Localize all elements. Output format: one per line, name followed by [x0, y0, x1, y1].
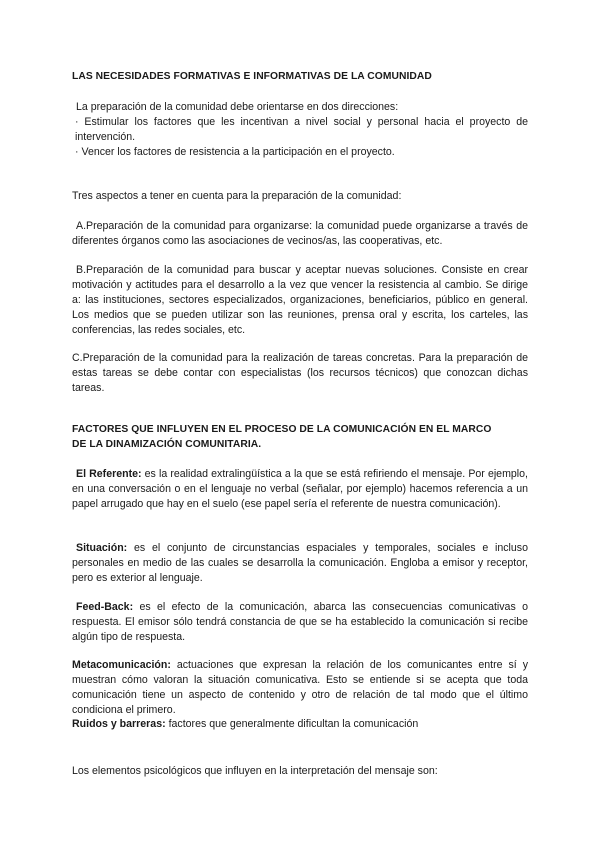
factor-referente: [72, 467, 528, 512]
aspect-b-paragraph: B.Preparación de la comunidad para buscar y aceptar nuevas soluciones. Consiste en crear motivación y actitudes para el desarrollo a la vez que vencer la resistencia al cambio. Se dirige a: las instituciones, sectores especializados, organizaciones, beneficiarios, público en general. Los medios que se pueden utilizar son las reuniones, prensa oral y escrita, los carteles, las conferencias, las redes sociales, etc.: [72, 264, 528, 336]
intro-bullet-1: · Estimular los factores que les incentivan a nivel social y personal hacia el proyecto de intervención.: [75, 115, 528, 143]
intro-paragraph: [72, 100, 528, 160]
aspect-a-paragraph: A.Preparación de la comunidad para organizarse: la comunidad puede organizarse a través de diferentes órganos como las asociaciones de vecinos/as, las cooperativas, etc.: [72, 220, 528, 247]
intro-lead: La preparación de la comunidad debe orientarse en dos direcciones:: [76, 101, 399, 113]
factor-situacion-term: Situación:: [76, 542, 128, 554]
aspects-intro: Tres aspectos a tener en cuenta para la preparación de la comunidad:: [72, 190, 402, 202]
section-title-factors: [72, 423, 528, 453]
factor-feedback: [72, 600, 528, 645]
factor-referente-text: es la realidad extralingüística a la que se está refiriendo el mensaje. Por ejemplo, en una conversación o en el lenguaje no verbal (señalar, por ejemplo) hacemos referencia a un papel arrugado que hay en el suelo (ese papel sería el referente de nuestra comunicación).: [72, 468, 528, 510]
factor-referente-term: El Referente:: [76, 468, 142, 480]
factor-metacomunicacion-text: actuaciones que expresan la relación de los comunicantes entre sí y muestran cómo valoran la situación comunicativa. Esto se entiende si se acepta que toda comunicación tiene un aspecto de contenido y otro de relación de tal modo que el último condiciona el primero.: [72, 659, 528, 716]
factor-ruidos: [72, 717, 528, 732]
closing-paragraph: Los elementos psicológicos que influyen en la interpretación del mensaje son:: [72, 765, 438, 777]
factor-situacion-text: es el conjunto de circunstancias espaciales y temporales, sociales e incluso personales en medio de las cuales se desarrolla la comunicación. Engloba a emisor y receptor, pero es exterior al lenguaje.: [72, 542, 528, 584]
factor-feedback-term: Feed-Back:: [76, 601, 134, 613]
factor-metacomunicacion: [72, 658, 528, 718]
factor-ruidos-term: Ruidos y barreras:: [72, 718, 166, 730]
factor-feedback-text: es el efecto de la comunicación, abarca las consecuencias comunicativas o respuesta. El emisor sólo tendrá constancia de que se ha establecido la comunicación si recibe algún tipo de respuesta.: [72, 601, 528, 643]
factor-ruidos-text: factores que generalmente dificultan la comunicación: [165, 718, 419, 730]
section-title-factors-line1: FACTORES QUE INFLUYEN EN EL PROCESO DE LA COMUNICACIÓN EN EL MARCO: [72, 424, 492, 435]
section-title-factors-line2: DE LA DINAMIZACIÓN COMUNITARIA.: [72, 438, 262, 450]
intro-bullet-2: · Vencer los factores de resistencia a la participación en el proyecto.: [75, 145, 395, 158]
aspect-c-paragraph: C.Preparación de la comunidad para la realización de tareas concretas. Para la preparación de estas tareas se debe contar con especialistas (los recursos técnicos) que conozcan dichas tareas.: [72, 352, 528, 394]
section-title-needs: LAS NECESIDADES FORMATIVAS E INFORMATIVAS DE LA COMUNIDAD: [72, 71, 432, 82]
factor-situacion: [72, 541, 528, 586]
factor-metacomunicacion-term: Metacomunicación:: [72, 659, 171, 671]
